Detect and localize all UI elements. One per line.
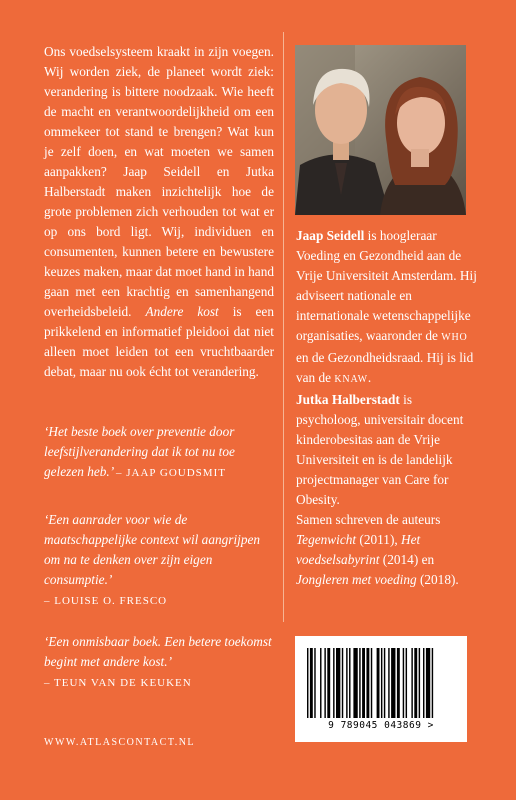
blurb-part-2: is een prikkelend en informatief pleidooi dat niet alleen moet leiden tot een vruchtbaarder debat, maar nu ook écht tot verandering. (44, 304, 274, 379)
quote-1 (44, 422, 278, 483)
column-divider (283, 32, 284, 622)
book-2-title: Het voedselsabyrint (296, 532, 421, 567)
book-1-year: (2011), (356, 532, 402, 547)
publisher-website: WWW.ATLASCONTACT.NL (44, 737, 196, 748)
quote-2 (44, 510, 278, 611)
knaw-abbreviation: KNAW (334, 374, 368, 385)
books-intro: Samen schreven de auteurs (296, 512, 441, 527)
author-1-bio-a: is hoogleraar Voeding en Gezondheid aan de Vrije Universiteit Amsterdam. Hij adviseert nationale en internationale wetenschappelijke organisaties, waaronder de (296, 228, 477, 343)
isbn-barcode (295, 636, 467, 742)
quote-1-author: – JAAP GOUDSMIT (116, 467, 226, 479)
blurb-book-title: Andere kost (145, 304, 219, 319)
quote-2-author: – LOUISE O. FRESCO (44, 595, 168, 607)
author-1-name: Jaap Seidell (296, 228, 365, 243)
book-3-title: Jongleren met voeding (296, 572, 417, 587)
author-1-bio-b: en de Gezondheidsraad. Hij is lid van de (296, 350, 474, 385)
book-3-year: (2018). (416, 572, 459, 587)
book-1-title: Tegenwicht (296, 532, 357, 547)
blurb-part-1: Ons voedselsysteem kraakt in zijn voegen. Wij worden ziek, de planeet wordt ziek: verandering is bittere noodzaak. Wie heeft de macht en verantwoordelijkheid om een ommekeer tot stand te brengen? Wat kun je zelf doen, en wat moeten we samen aanpakken? Jaap Seidell en Jutka Halberstadt maken inzichtelijk hoe de grote problemen zich verhouden tot wat er op ons bord ligt. Wij, individuen en consumenten, kunnen betere en bewustere keuzes maken, maar dat moet hand in hand gaan met een krachtig en samenhangend overheidsbeleid. (44, 44, 274, 319)
quote-3 (44, 632, 278, 693)
blurb-text (44, 42, 274, 382)
author-1-bio-c: . (367, 370, 372, 385)
quote-1-text: ‘Het beste boek over preventie door leefstijlverandering dat ik tot nu toe gelezen heb.’ (44, 424, 235, 479)
author-biography (296, 226, 478, 590)
book-2-year: (2014) en (379, 552, 435, 567)
isbn-number: 9 789045 043869 > (328, 720, 434, 731)
author-2-bio: is psycholoog, universitair docent kinderobesitas aan de Vrije Universiteit en is de landelijk projectmanager van Care for Obesity. (296, 392, 464, 507)
quote-2-text: ‘Een aanrader voor wie de maatschappelijke context wil aangrijpen om na te denken over zijn eigen consumptie.’ (44, 512, 261, 587)
quote-3-text: ‘Een onmisbaar boek. Een betere toekomst begint met andere kost.’ (44, 634, 272, 669)
author-photo (295, 45, 466, 215)
quote-3-author: – TEUN VAN DE KEUKEN (44, 677, 192, 689)
author-2-name: Jutka Halberstadt (296, 392, 400, 407)
who-abbreviation: WHO (441, 332, 468, 343)
